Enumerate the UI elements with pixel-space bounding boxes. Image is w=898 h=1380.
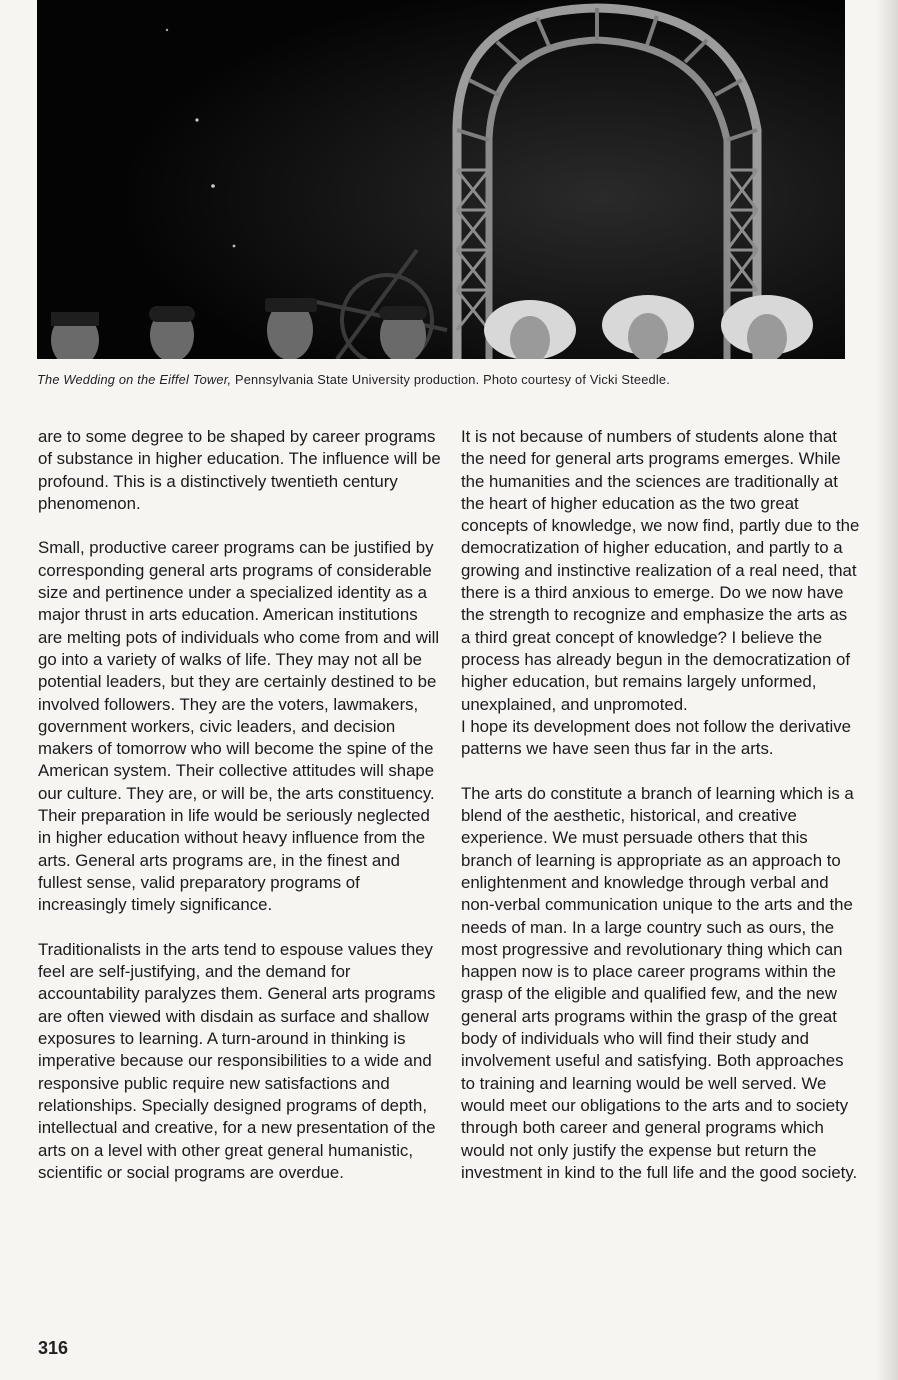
stage-photo-illustration: [37, 0, 845, 359]
caption-credit: Photo courtesy of Vicki Steedle.: [483, 372, 670, 387]
paragraph: I hope its development does not follow the derivative patterns we have seen thus far in the arts.: [461, 716, 851, 759]
paragraph: are to some degree to be shaped by career programs of substance in higher education. The influence will be profound. This is a distinctively twentieth century phenomenon.: [38, 427, 441, 513]
stage-photo: [37, 0, 845, 359]
right-column: [461, 426, 861, 1206]
page-edge-shadow: [876, 0, 898, 1380]
paragraph: It is not because of numbers of students alone that the need for general arts programs emerges. While the humanities and the sciences are traditionally at the heart of higher education as the two great concepts of knowledge, we now find, partly due to the democratization of higher education, and partly to a growing and instinctive realization of a real need, that there is a third anxious to emerge. Do we now have the strength to recognize and emphasize the arts as a third great concept of knowledge? I believe the process has already begun in the democratization of higher education, but remains largely unformed, unexplained, and unpromoted.: [461, 427, 860, 714]
page-number: 316: [38, 1338, 69, 1358]
paragraph: The arts do constitute a branch of learning which is a blend of the aesthetic, historical, and creative experience. We must persuade others that this branch of learning is appropriate as an approach to enlightenment and knowledge through verbal and non-verbal communication unique to the arts and the needs of man. In a large country such as ours, the most progressive and revolutionary thing which can happen now is to place career programs within the grasp of the eligible and qualified few, and the new general arts programs within the grasp of the great body of individuals who will find their study and involvement useful and satisfying. Both approaches to training and learning would be well served. We would meet our obligations to the arts and to society through both career and general programs which would not only justify the expense but return the investment in kind to the full life and the good society.: [461, 783, 858, 1182]
caption-text: Pennsylvania State University production.: [234, 372, 480, 387]
paragraph: Traditionalists in the arts tend to espouse values they feel are self-justifying, and the demand for accountability paralyzes them. General arts programs are often viewed with disdain as surface and shallow exposures to learning. A turn-around in thinking is imperative because our responsibilities to a wide and responsive public require new satisfactions and relationships. Specially designed programs of depth, intellectual and creative, for a new presentation of the arts on a level with other great general humanistic, scientific or social programs are overdue.: [38, 939, 436, 1182]
caption-title: The Wedding on the Eiffel Tower,: [37, 372, 232, 387]
photo-caption: [37, 372, 845, 387]
paragraph: Small, productive career programs can be justified by corresponding general arts programs of considerable size and pertinence under a specialized identity as a major thrust in arts education. American institutions are melting pots of individuals who come from and will go into a variety of walks of life. They may not all be potential leaders, but they are certainly destined to be involved followers. They are the voters, lawmakers, government workers, civic leaders, and decision makers of tomorrow who will become the spine of the American system. Their collective attitudes will shape our culture. They are, or will be, the arts constituency. Their preparation in life would be seriously neglected in higher education without heavy influence from the arts. General arts programs are, in the finest and fullest sense, valid preparatory programs of increasingly timely significance.: [38, 538, 440, 915]
left-column: [38, 426, 443, 1206]
